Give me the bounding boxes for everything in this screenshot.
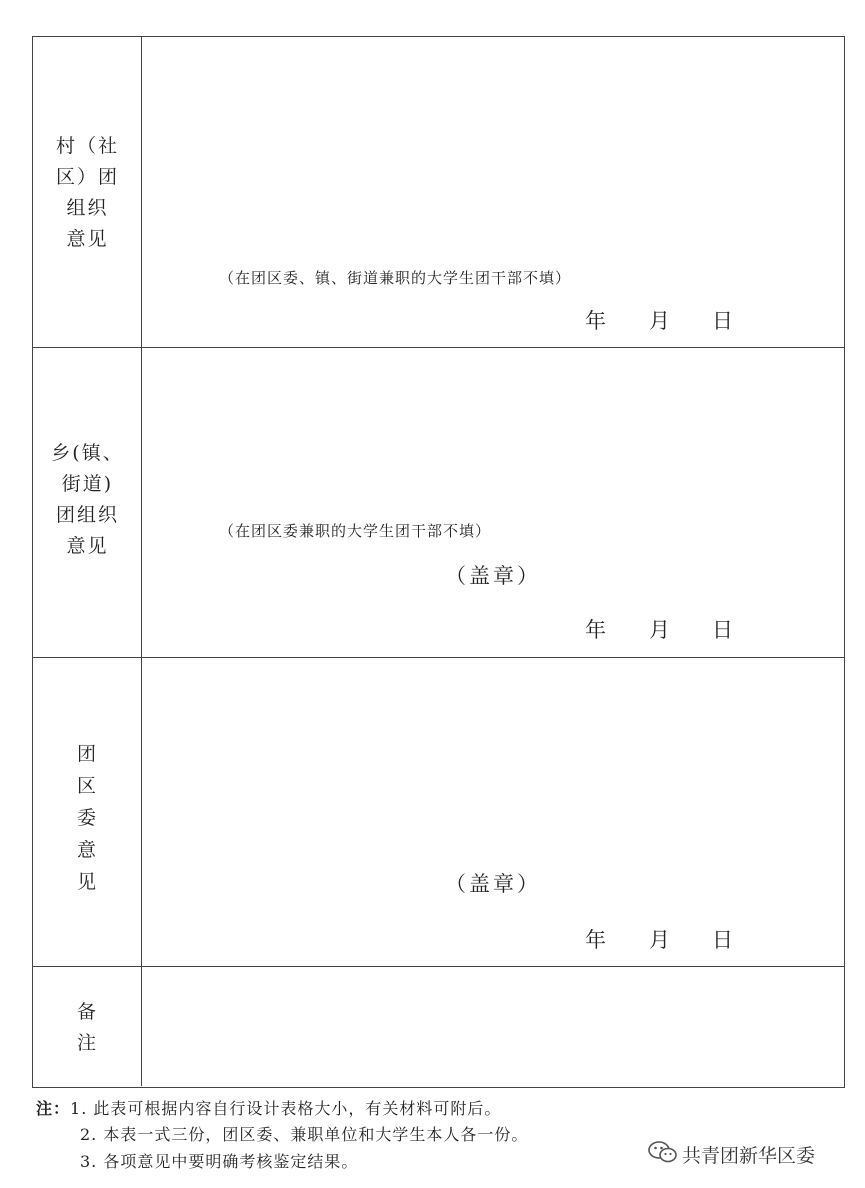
note-town: （在团区委兼职的大学生团干部不填） bbox=[219, 522, 492, 540]
footer-note-1 bbox=[36, 1096, 501, 1119]
watermark-text: 共青团新华区委 bbox=[682, 1145, 816, 1167]
row-label-district: 团 区 委 意 见 bbox=[76, 743, 98, 893]
date-month: 月 bbox=[649, 618, 670, 642]
footer-note-3 bbox=[80, 1149, 358, 1172]
footer-item: 3. 各项意见中要明确考核鉴定结果。 bbox=[80, 1152, 359, 1171]
label-cell bbox=[33, 348, 142, 657]
footer-note-2 bbox=[80, 1122, 528, 1145]
row-label-remarks: 备 注 bbox=[76, 1001, 98, 1054]
opinion-form-table bbox=[32, 36, 845, 1088]
footer-prefix: 注： bbox=[36, 1099, 71, 1118]
footer-item: 1. 此表可根据内容自行设计表格大小，有关材料可附后。 bbox=[70, 1099, 502, 1118]
row-village-opinion bbox=[33, 37, 844, 347]
date-year: 年 bbox=[585, 928, 606, 952]
watermark bbox=[648, 1140, 815, 1169]
row-remarks bbox=[33, 966, 844, 1086]
remarks-area[interactable] bbox=[142, 967, 844, 1086]
label-cell bbox=[33, 658, 142, 966]
seal-district: （盖章） bbox=[445, 872, 541, 896]
opinion-area-town[interactable] bbox=[142, 348, 844, 657]
date-month: 月 bbox=[649, 309, 670, 333]
date-year: 年 bbox=[585, 618, 606, 642]
date-month: 月 bbox=[649, 928, 670, 952]
note-village: （在团区委、镇、街道兼职的大学生团干部不填） bbox=[219, 269, 572, 287]
wechat-icon bbox=[648, 1140, 682, 1169]
label-cell bbox=[33, 967, 142, 1086]
opinion-area-district[interactable] bbox=[142, 658, 844, 966]
date-day: 日 bbox=[712, 309, 733, 333]
row-district-opinion bbox=[33, 657, 844, 966]
row-label-village: 村（社 区）团 组织 意见 bbox=[55, 135, 119, 250]
date-day: 日 bbox=[712, 928, 733, 952]
opinion-area-village[interactable] bbox=[142, 37, 844, 347]
row-town-opinion bbox=[33, 347, 844, 657]
footer-item: 2. 本表一式三份，团区委、兼职单位和大学生本人各一份。 bbox=[80, 1125, 529, 1144]
date-day: 日 bbox=[712, 618, 733, 642]
date-year: 年 bbox=[585, 309, 606, 333]
label-cell bbox=[33, 37, 142, 347]
seal-town: （盖章） bbox=[445, 564, 541, 588]
row-label-town: 乡(镇、 街道) 团组织 意见 bbox=[51, 442, 124, 557]
